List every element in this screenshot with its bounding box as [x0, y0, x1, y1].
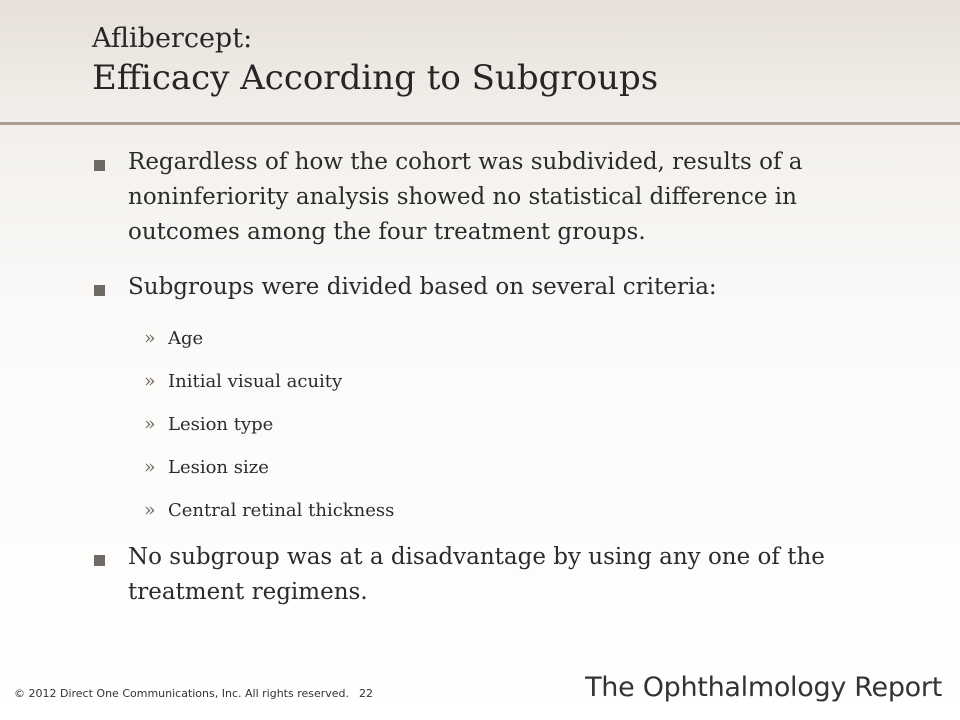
square-bullet-icon [94, 285, 105, 296]
bullet-text: Subgroups were divided based on several criteria: [128, 274, 717, 300]
sub-bullet-text: Central retinal thickness [168, 500, 395, 521]
title-line-1: Aflibercept: [92, 23, 253, 54]
chevron-bullet-icon: » [144, 327, 156, 349]
sub-bullet-item [92, 403, 892, 446]
title-divider [0, 122, 960, 125]
slide-body [92, 145, 892, 610]
bullet-text: Regardless of how the cohort was subdivided, results of a noninferiority analysis showed no statistical difference in outcomes among the four treatment groups. [128, 149, 803, 245]
bullet-text: No subgroup was at a disadvantage by using any one of the treatment regimens. [128, 544, 825, 605]
sub-bullet-item [92, 317, 892, 360]
chevron-bullet-icon: » [144, 413, 156, 435]
footer-copyright [14, 687, 373, 700]
sub-bullet-item [92, 446, 892, 489]
square-bullet-icon [94, 555, 105, 566]
sub-bullet-text: Age [168, 328, 204, 349]
ophthalmology-report-logo: The Ophthalmology Report [585, 672, 942, 703]
sub-bullet-text: Lesion size [168, 457, 269, 478]
bullet-item [92, 270, 892, 305]
square-bullet-icon [94, 160, 105, 171]
bullet-item [92, 145, 892, 250]
sub-bullet-text: Initial visual acuity [168, 371, 343, 392]
chevron-bullet-icon: » [144, 499, 156, 521]
title-line-2: Efficacy According to Subgroups [92, 58, 659, 98]
page-number: 22 [359, 687, 374, 700]
chevron-bullet-icon: » [144, 456, 156, 478]
sub-bullet-text: Lesion type [168, 414, 274, 435]
chevron-bullet-icon: » [144, 370, 156, 392]
slide-title [92, 22, 922, 100]
sub-bullet-item [92, 489, 892, 532]
sub-bullet-list [92, 317, 892, 532]
sub-bullet-item [92, 360, 892, 403]
bullet-item [92, 540, 892, 610]
copyright-text: © 2012 Direct One Communications, Inc. All rights reserved. [14, 687, 350, 700]
